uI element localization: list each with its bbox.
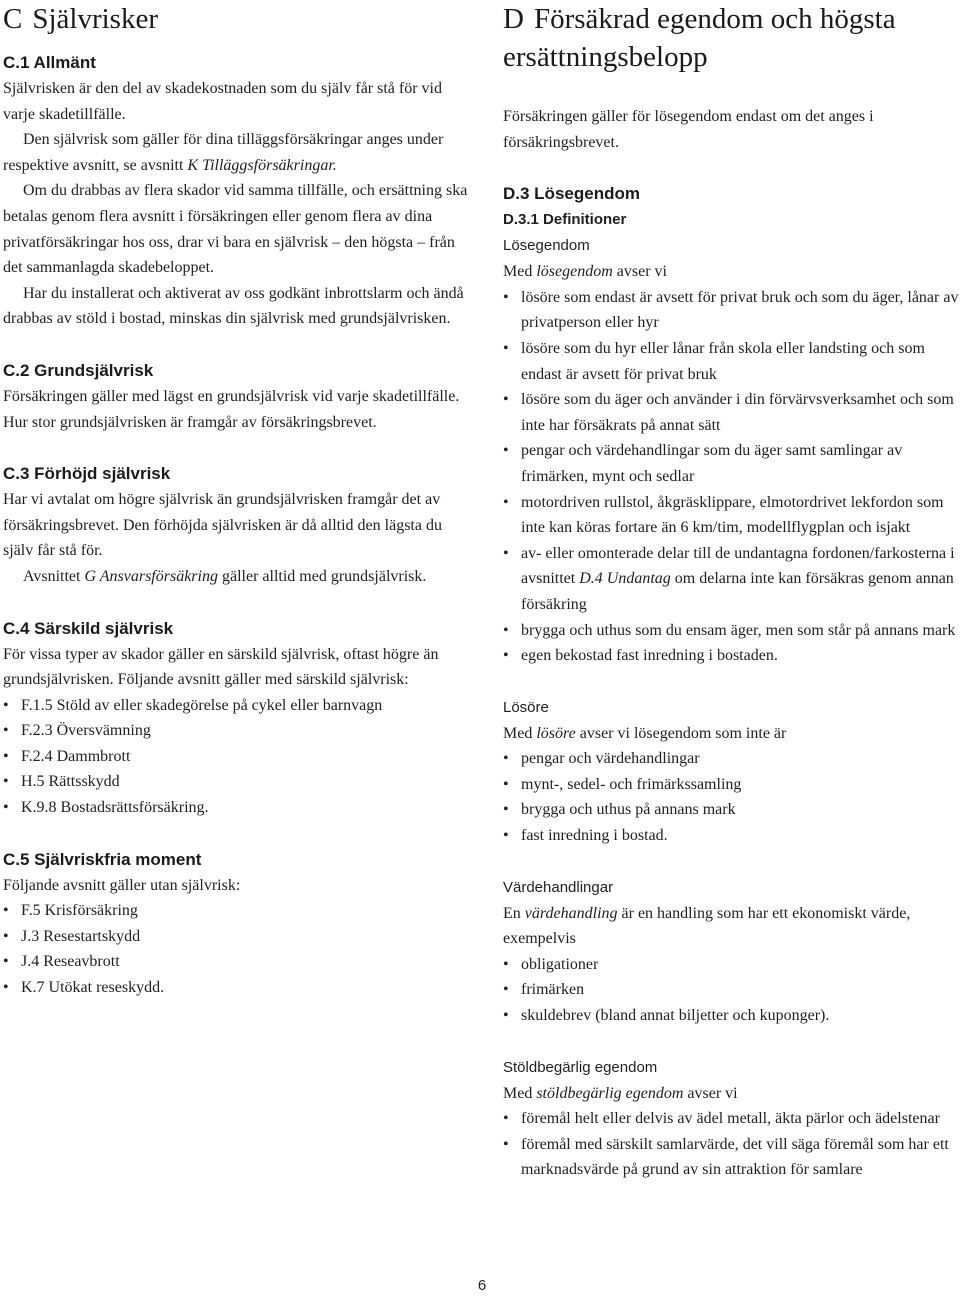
- section-letter: D: [503, 3, 524, 35]
- c1-paragraph-1: Självrisken är den del av skadekostnaden som du själv får stå för vid varje skadetillfälle.: [3, 80, 442, 123]
- heading-c5: C.5 Självriskfria moment: [3, 849, 202, 869]
- heading-c3: C.3 Förhöjd självrisk: [3, 464, 171, 484]
- losore-lead: Med lösöre avser vi lösegendom som inte är: [503, 724, 787, 742]
- stoldbegarlig-list: [503, 1106, 960, 1183]
- section-d-title: [503, 0, 960, 76]
- list-item: • lösöre som du hyr eller lånar från skola eller landsting och som endast är avsett för privat bruk: [503, 336, 960, 387]
- heading-c4: C.4 Särskild självrisk: [3, 618, 174, 638]
- heading-d3: D.3 Lösegendom: [503, 184, 640, 204]
- heading-d31: D.3.1 Definitioner: [503, 211, 627, 229]
- c1-paragraph-3: Om du drabbas av flera skador vid samma tillfälle, och ersättning ska betalas genom flera avsnitt i försäkringen eller genom flera av dina privatförsäkringar hos oss, drar vi bara en självrisk – den högsta – från det sammanlagda skadebeloppet.: [3, 182, 468, 277]
- left-column: [3, 0, 468, 1001]
- page-number: 6: [477, 1277, 487, 1294]
- list-item: • F.5 Krisförsäkring: [3, 898, 468, 924]
- list-item: • föremål helt eller delvis av ädel metall, äkta pärlor och ädelstenar: [503, 1106, 960, 1132]
- c3-paragraph-2: Avsnittet G Ansvarsförsäkring gäller alltid med grundsjälvrisk.: [23, 567, 427, 585]
- c1-paragraph-2: Den självrisk som gäller för dina tilläggsförsäkringar anges under respektive avsnitt, se avsnitt K Tilläggsförsäkringar.: [3, 131, 444, 174]
- list-item: • föremål med särskilt samlarvärde, det vill säga föremål som har ett marknadsvärde på grund av sin attraktion för samlare: [503, 1132, 960, 1183]
- c1-paragraph-4: Har du installerat och aktiverat av oss godkänt inbrottslarm och ändå drabbas av stöld i bostad, minskas din självrisk med grundsjälvrisken.: [3, 284, 464, 328]
- heading-vardehandlingar: Värdehandlingar: [503, 878, 614, 896]
- section-title-text: Försäkrad egendom och högsta ersättningsbelopp: [503, 3, 896, 73]
- list-item: • H.5 Rättsskydd: [3, 769, 468, 795]
- list-item: • J.3 Resestartskydd: [3, 924, 468, 950]
- right-column: [503, 0, 960, 1183]
- list-item: • frimärken: [503, 977, 960, 1003]
- c2-paragraph-1: Försäkringen gäller med lägst en grundsjälvrisk vid varje skadetillfälle. Hur stor grundsjälvrisken är framgår av försäkringsbrevet.: [3, 387, 460, 431]
- list-item: • F.1.5 Stöld av eller skadegörelse på cykel eller barnvagn: [3, 693, 468, 719]
- c3-paragraph-1: Har vi avtalat om högre självrisk än grundsjälvrisken framgår det av försäkringsbrevet. Den förhöjda självrisken är då alltid den lägsta du själv får stå för.: [3, 491, 442, 560]
- losegendom-lead: Med lösegendom avser vi: [503, 263, 667, 281]
- list-item: • obligationer: [503, 952, 960, 978]
- list-item: • brygga och uthus på annans mark: [503, 797, 960, 823]
- list-item: • av- eller omonterade delar till de undantagna fordonen/farkosterna i avsnittet D.4 Undantag om delarna inte kan försäkras genom annan försäkring: [503, 541, 960, 618]
- heading-stoldbegarlig: Stöldbegärlig egendom: [503, 1058, 658, 1076]
- stoldbegarlig-lead: Med stöldbegärlig egendom avser vi: [503, 1084, 738, 1102]
- list-item: • F.2.4 Dammbrott: [3, 744, 468, 770]
- list-item: • F.2.3 Översvämning: [3, 718, 468, 744]
- losore-list: [503, 746, 960, 848]
- c5-list: [3, 898, 468, 1000]
- section-letter: C: [3, 3, 23, 35]
- list-item: • J.4 Reseavbrott: [3, 949, 468, 975]
- heading-losore: Lösöre: [503, 698, 549, 716]
- vardehandlingar-list: [503, 952, 960, 1029]
- list-item: • motordriven rullstol, åkgräsklippare, elmotordrivet lekfordon som inte kan köras fortare än 6 km/tim, modellflygplan och isjakt: [503, 490, 960, 541]
- list-item: • skuldebrev (bland annat biljetter och kuponger).: [503, 1003, 960, 1029]
- list-item: • egen bekostad fast inredning i bostaden.: [503, 643, 960, 669]
- section-title-text: Självrisker: [32, 3, 158, 35]
- section-c-title: [3, 0, 468, 38]
- list-item: • K.9.8 Bostadsrättsförsäkring.: [3, 795, 468, 821]
- list-item: • fast inredning i bostad.: [503, 823, 960, 849]
- list-item: • pengar och värdehandlingar: [503, 746, 960, 772]
- heading-c1: C.1 Allmänt: [3, 53, 96, 72]
- list-item: • pengar och värdehandlingar som du äger samt samlingar av frimärken, mynt och sedlar: [503, 438, 960, 489]
- c4-paragraph-1: För vissa typer av skador gäller en särskild självrisk, oftast högre än grundsjälvrisken. Följande avsnitt gäller med särskild självrisk:: [3, 645, 439, 689]
- c5-paragraph-1: Följande avsnitt gäller utan självrisk:: [3, 876, 241, 894]
- list-item: • brygga och uthus som du ensam äger, men som står på annans mark: [503, 618, 960, 644]
- heading-c2: C.2 Grundsjälvrisk: [3, 360, 154, 380]
- c4-list: [3, 693, 468, 821]
- heading-losegendom: Lösegendom: [503, 237, 590, 255]
- list-item: • lösöre som endast är avsett för privat bruk och som du äger, lånar av privatperson eller hyr: [503, 285, 960, 336]
- list-item: • lösöre som du äger och använder i din förvärvsverksamhet och som inte har försäkrats på annat sätt: [503, 387, 960, 438]
- losegendom-list: [503, 285, 960, 669]
- d-intro-paragraph: Försäkringen gäller för lösegendom endast om det anges i försäkringsbrevet.: [503, 108, 874, 151]
- list-item: • K.7 Utökat reseskydd.: [3, 975, 468, 1001]
- list-item: • mynt-, sedel- och frimärkssamling: [503, 772, 960, 798]
- vardehandlingar-lead: En värdehandling är en handling som har ett ekonomiskt värde, exempelvis: [503, 904, 911, 948]
